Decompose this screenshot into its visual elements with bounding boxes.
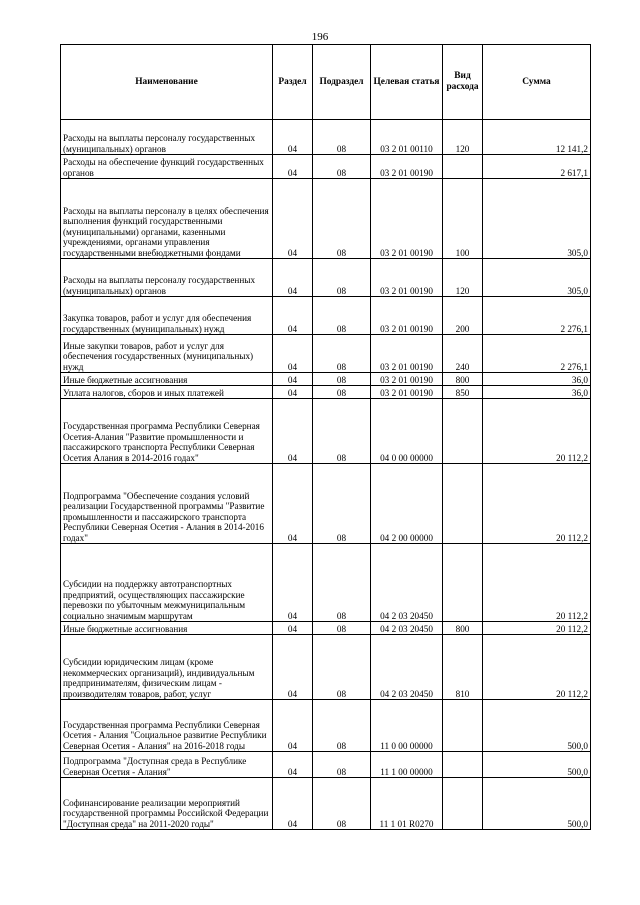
row-name: Субсидии юридическим лицам (кроме некоммерческих организаций), индивидуальным предпринимателям, физическим лицам - производителям товаров, работ, услуг	[61, 635, 273, 700]
row-type: 100	[443, 179, 483, 259]
row-name: Расходы на выплаты персоналу государственных (муниципальных) органов	[61, 259, 273, 297]
table-row	[61, 700, 591, 752]
row-section: 04	[273, 386, 313, 399]
row-section: 04	[273, 399, 313, 464]
row-type: 850	[443, 386, 483, 399]
row-target: 04 2 00 00000	[371, 464, 443, 544]
row-subsection: 08	[313, 752, 371, 778]
row-type: 200	[443, 297, 483, 335]
row-name: Подпрограмма "Обеспечение создания условий реализации Государственной программы "Развитие промышленности и пассажирского транспорта Республики Северная Осетия - Алания в 2014-2016 годах"	[61, 464, 273, 544]
table-row	[61, 155, 591, 179]
row-type: 810	[443, 635, 483, 700]
row-name: Расходы на обеспечение функций государственных органов	[61, 155, 273, 179]
row-section: 04	[273, 259, 313, 297]
row-type: 120	[443, 120, 483, 155]
row-target: 11 1 01 R0270	[371, 778, 443, 830]
row-type	[443, 155, 483, 179]
row-subsection: 08	[313, 544, 371, 622]
row-subsection: 08	[313, 386, 371, 399]
row-target: 04 0 00 00000	[371, 399, 443, 464]
row-amount: 305,0	[483, 179, 591, 259]
row-amount: 20 112,2	[483, 635, 591, 700]
row-subsection: 08	[313, 399, 371, 464]
row-name: Иные бюджетные ассигнования	[61, 622, 273, 635]
row-subsection: 08	[313, 297, 371, 335]
table-row	[61, 399, 591, 464]
row-subsection: 08	[313, 120, 371, 155]
row-subsection: 08	[313, 373, 371, 386]
row-amount: 20 112,2	[483, 399, 591, 464]
table-row	[61, 464, 591, 544]
row-section: 04	[273, 120, 313, 155]
table-row	[61, 544, 591, 622]
header-section: Раздел	[273, 45, 313, 120]
row-type: 800	[443, 373, 483, 386]
row-section: 04	[273, 335, 313, 373]
row-type: 800	[443, 622, 483, 635]
row-name: Закупка товаров, работ и услуг для обеспечения государственных (муниципальных) нужд	[61, 297, 273, 335]
row-amount: 12 141,2	[483, 120, 591, 155]
row-subsection: 08	[313, 155, 371, 179]
row-target: 03 2 01 00190	[371, 373, 443, 386]
header-expense-type: Вид расхода	[443, 45, 483, 120]
table-row	[61, 386, 591, 399]
header-subsection: Подраздел	[313, 45, 371, 120]
row-section: 04	[273, 373, 313, 386]
row-target: 03 2 01 00190	[371, 386, 443, 399]
table-row	[61, 335, 591, 373]
row-amount: 305,0	[483, 259, 591, 297]
row-target: 03 2 01 00190	[371, 155, 443, 179]
row-target: 04 2 03 20450	[371, 544, 443, 622]
row-amount: 500,0	[483, 700, 591, 752]
row-type	[443, 544, 483, 622]
row-subsection: 08	[313, 179, 371, 259]
row-section: 04	[273, 297, 313, 335]
row-subsection: 08	[313, 635, 371, 700]
page-number: 196	[311, 31, 329, 43]
budget-table	[60, 44, 591, 830]
table-row	[61, 622, 591, 635]
table-row	[61, 778, 591, 830]
row-section: 04	[273, 155, 313, 179]
row-amount: 500,0	[483, 752, 591, 778]
row-target: 04 2 03 20450	[371, 622, 443, 635]
row-target: 03 2 01 00190	[371, 335, 443, 373]
row-subsection: 08	[313, 259, 371, 297]
table-row	[61, 259, 591, 297]
row-section: 04	[273, 544, 313, 622]
row-subsection: 08	[313, 464, 371, 544]
row-name: Софинансирование реализации мероприятий государственной программы Российской Федерации "Доступная среда" на 2011-2020 годы"	[61, 778, 273, 830]
row-target: 04 2 03 20450	[371, 635, 443, 700]
row-type: 120	[443, 259, 483, 297]
row-name: Иные бюджетные ассигнования	[61, 373, 273, 386]
row-subsection: 08	[313, 700, 371, 752]
row-type	[443, 464, 483, 544]
table-header-row	[61, 45, 591, 120]
row-target: 03 2 01 00110	[371, 120, 443, 155]
row-name: Подпрограмма "Доступная среда в Республике Северная Осетия - Алания"	[61, 752, 273, 778]
row-amount: 20 112,2	[483, 622, 591, 635]
row-type	[443, 778, 483, 830]
table-row	[61, 752, 591, 778]
row-name: Субсидии на поддержку автотранспортных предприятий, осуществляющих пассажирские перевозки по убыточным межмуниципальным социально значимым маршрутам	[61, 544, 273, 622]
row-type	[443, 752, 483, 778]
row-amount: 20 112,2	[483, 464, 591, 544]
row-target: 03 2 01 00190	[371, 259, 443, 297]
row-name: Уплата налогов, сборов и иных платежей	[61, 386, 273, 399]
row-name: Расходы на выплаты персоналу в целях обеспечения выполнения функций государственными (муниципальными) органами, казенными учреждениями, органами управления государственными внебюджетными фондами	[61, 179, 273, 259]
row-section: 04	[273, 622, 313, 635]
row-name: Государственная программа Республики Северная Осетия - Алания "Социальное развитие Республики Северная Осетия - Алания" на 2016-2018 годы	[61, 700, 273, 752]
table-row	[61, 297, 591, 335]
row-subsection: 08	[313, 622, 371, 635]
header-name: Наименование	[61, 45, 273, 120]
row-target: 03 2 01 00190	[371, 297, 443, 335]
row-section: 04	[273, 635, 313, 700]
table-row	[61, 120, 591, 155]
row-amount: 2 276,1	[483, 335, 591, 373]
row-amount: 20 112,2	[483, 544, 591, 622]
header-target: Целевая статья	[371, 45, 443, 120]
row-section: 04	[273, 752, 313, 778]
row-subsection: 08	[313, 335, 371, 373]
row-section: 04	[273, 778, 313, 830]
row-name: Иные закупки товаров, работ и услуг для обеспечения государственных (муниципальных) нужд	[61, 335, 273, 373]
row-target: 11 1 00 00000	[371, 752, 443, 778]
table-row	[61, 635, 591, 700]
row-amount: 36,0	[483, 373, 591, 386]
header-amount: Сумма	[483, 45, 591, 120]
row-name: Государственная программа Республики Северная Осетия-Алания "Развитие промышленности и пассажирского транспорта Республики Северная Осетия Алания в 2014-2016 годах"	[61, 399, 273, 464]
row-section: 04	[273, 700, 313, 752]
row-target: 11 0 00 00000	[371, 700, 443, 752]
row-amount: 36,0	[483, 386, 591, 399]
row-type	[443, 700, 483, 752]
table-row	[61, 373, 591, 386]
row-amount: 500,0	[483, 778, 591, 830]
row-subsection: 08	[313, 778, 371, 830]
row-section: 04	[273, 464, 313, 544]
row-amount: 2 617,1	[483, 155, 591, 179]
row-amount: 2 276,1	[483, 297, 591, 335]
row-target: 03 2 01 00190	[371, 179, 443, 259]
row-name: Расходы на выплаты персоналу государственных (муниципальных) органов	[61, 120, 273, 155]
row-type: 240	[443, 335, 483, 373]
row-type	[443, 399, 483, 464]
row-section: 04	[273, 179, 313, 259]
table-row	[61, 179, 591, 259]
